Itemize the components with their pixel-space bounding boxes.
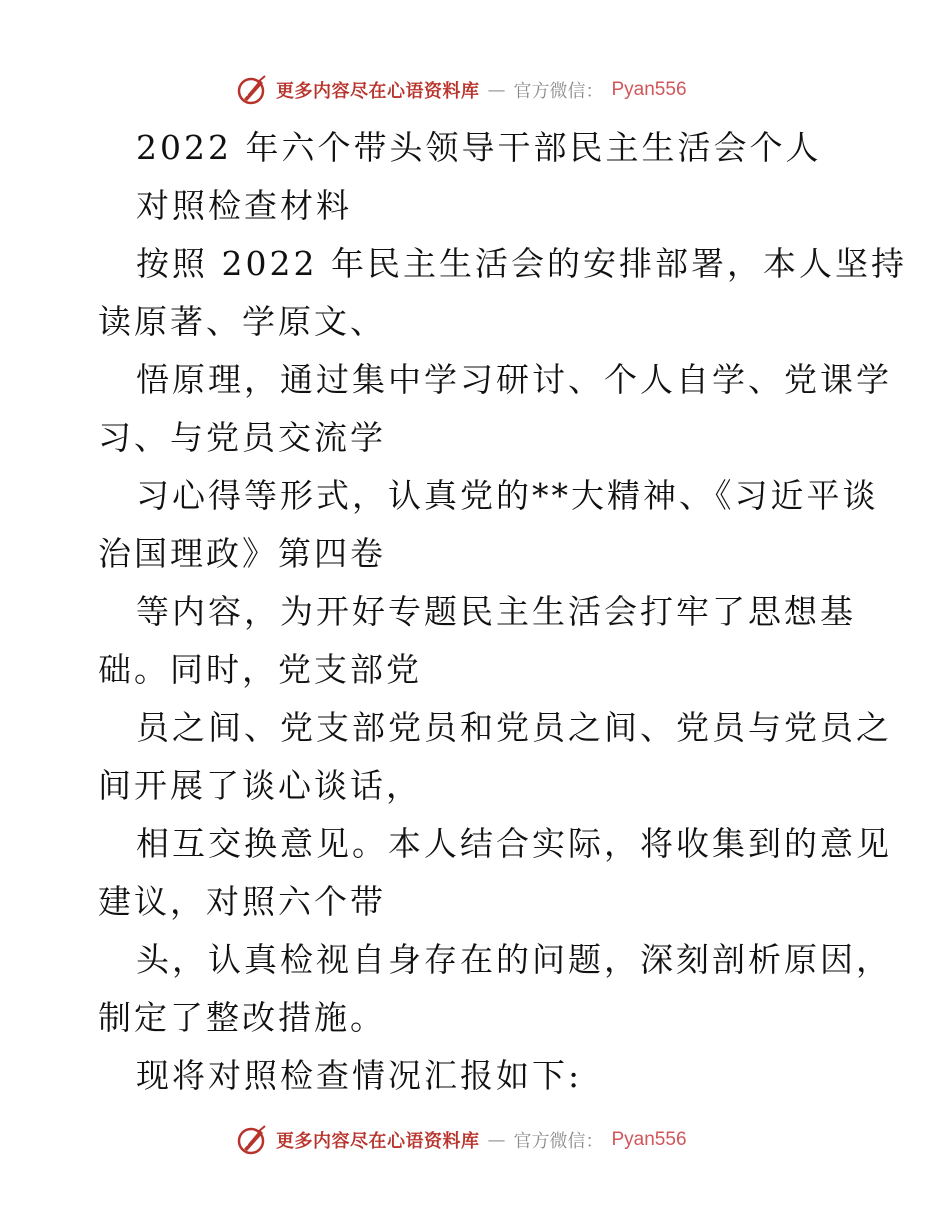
watermark-wechat-id: Pyan556	[611, 79, 687, 100]
paragraph-line: 悟原理，通过集中学习研讨、个人自学、党课学	[136, 360, 892, 399]
header-watermark	[236, 72, 687, 108]
footer-watermark	[236, 1122, 687, 1158]
paragraph-line: 员之间、党支部党员和党员之间、党员与党员之	[136, 708, 892, 747]
title-line-1: 2022 年六个带头领导干部民主生活会个人	[136, 128, 822, 167]
paragraph-line: 相互交换意见。本人结合实际，将收集到的意见	[136, 824, 892, 863]
paragraph-line: 头，认真检视自身存在的问题，深刻剖析原因，	[136, 940, 892, 979]
paragraph-line: 间开展了谈心谈话，	[98, 766, 422, 805]
watermark-brand-text: 更多内容尽在心语资料库	[276, 1131, 480, 1152]
watermark-dash: —	[487, 1129, 506, 1151]
paragraph-line: 习心得等形式，认真党的**大精神、《习近平谈	[136, 476, 879, 515]
paragraph-line: 现将对照检查情况汇报如下:	[136, 1056, 583, 1095]
watermark-brand-text: 更多内容尽在心语资料库	[276, 81, 480, 102]
paragraph-line: 建议，对照六个带	[98, 882, 386, 921]
paragraph-line: 按照 2022 年民主生活会的安排部署，本人坚持	[136, 244, 907, 283]
paragraph-line: 治国理政》第四卷	[98, 534, 386, 573]
paragraph-line: 习、与党员交流学	[98, 418, 386, 457]
watermark-official-label: 官方微信：	[513, 1131, 604, 1152]
watermark-wechat-id: Pyan556	[611, 1129, 687, 1150]
paragraph-line: 础。同时，党支部党	[98, 650, 422, 689]
watermark-dash: —	[487, 79, 506, 101]
quill-pen-logo-icon	[236, 74, 268, 106]
quill-pen-logo-icon	[236, 1124, 268, 1156]
paragraph-line: 等内容，为开好专题民主生活会打牢了思想基	[136, 592, 856, 631]
title-line-2: 对照检查材料	[136, 186, 352, 225]
watermark-official-label: 官方微信：	[513, 81, 604, 102]
paragraph-line: 制定了整改措施。	[98, 998, 386, 1037]
paragraph-line: 读原著、学原文、	[98, 302, 386, 341]
